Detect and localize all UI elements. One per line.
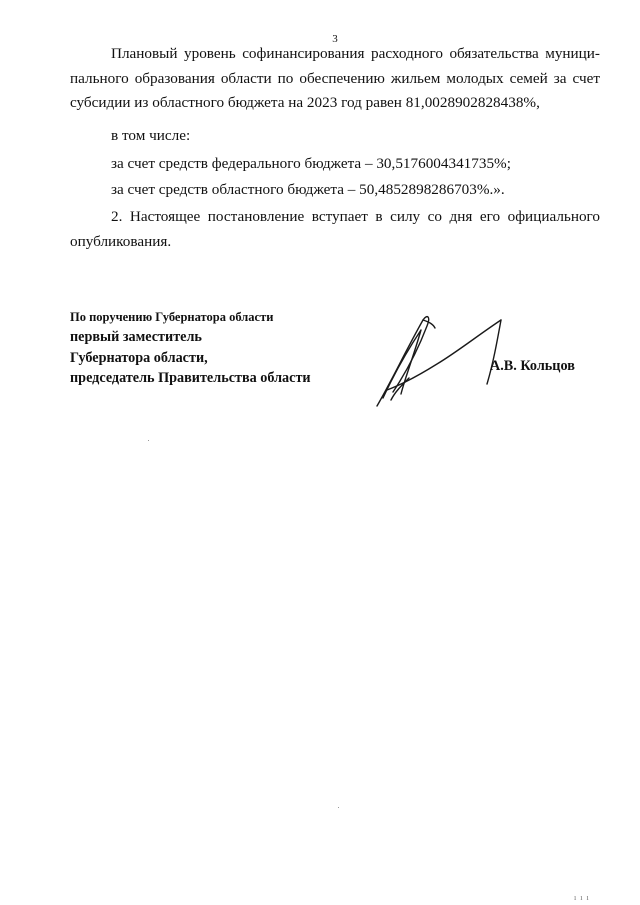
by-order-line: По поручению Губернатора области xyxy=(70,310,274,324)
text-line: пального образования области по обеспечению жильем молодых семей за счет xyxy=(70,69,600,87)
paragraph-regional-budget xyxy=(70,178,600,203)
text-line: в том числе: xyxy=(111,127,191,144)
paragraph-effective-date xyxy=(70,205,600,254)
position-line: первый заместитель xyxy=(70,329,202,345)
scan-speck xyxy=(338,807,339,808)
text-line: 2. Настоящее постановление вступает в силу со дня его официального xyxy=(111,208,600,225)
signer-name: А.В. Кольцов xyxy=(490,358,575,374)
handwritten-signature xyxy=(365,312,505,412)
paragraph-cofinancing-level xyxy=(70,42,600,116)
text-line: за счет средств областного бюджета – 50,4852898286703%.». xyxy=(111,181,505,198)
paragraph-federal-budget xyxy=(70,152,600,177)
text-line: субсидии из областного бюджета на 2023 год равен 81,0028902828438%, xyxy=(70,94,540,111)
text-line: за счет средств федерального бюджета – 30,5176004341735%; xyxy=(111,155,511,172)
text-line: опубликования. xyxy=(70,232,172,250)
position-line: председатель Правительства области xyxy=(70,370,311,386)
text-line: Плановый уровень софинансирования расходного обязательства муници- xyxy=(111,45,600,62)
page-number: 3 xyxy=(332,33,338,45)
signatory-block xyxy=(70,308,311,389)
scan-speck xyxy=(148,440,149,441)
corner-mark: ı ı ı xyxy=(574,893,590,902)
paragraph-including xyxy=(70,124,600,149)
position-line: Губернатора области, xyxy=(70,349,208,366)
